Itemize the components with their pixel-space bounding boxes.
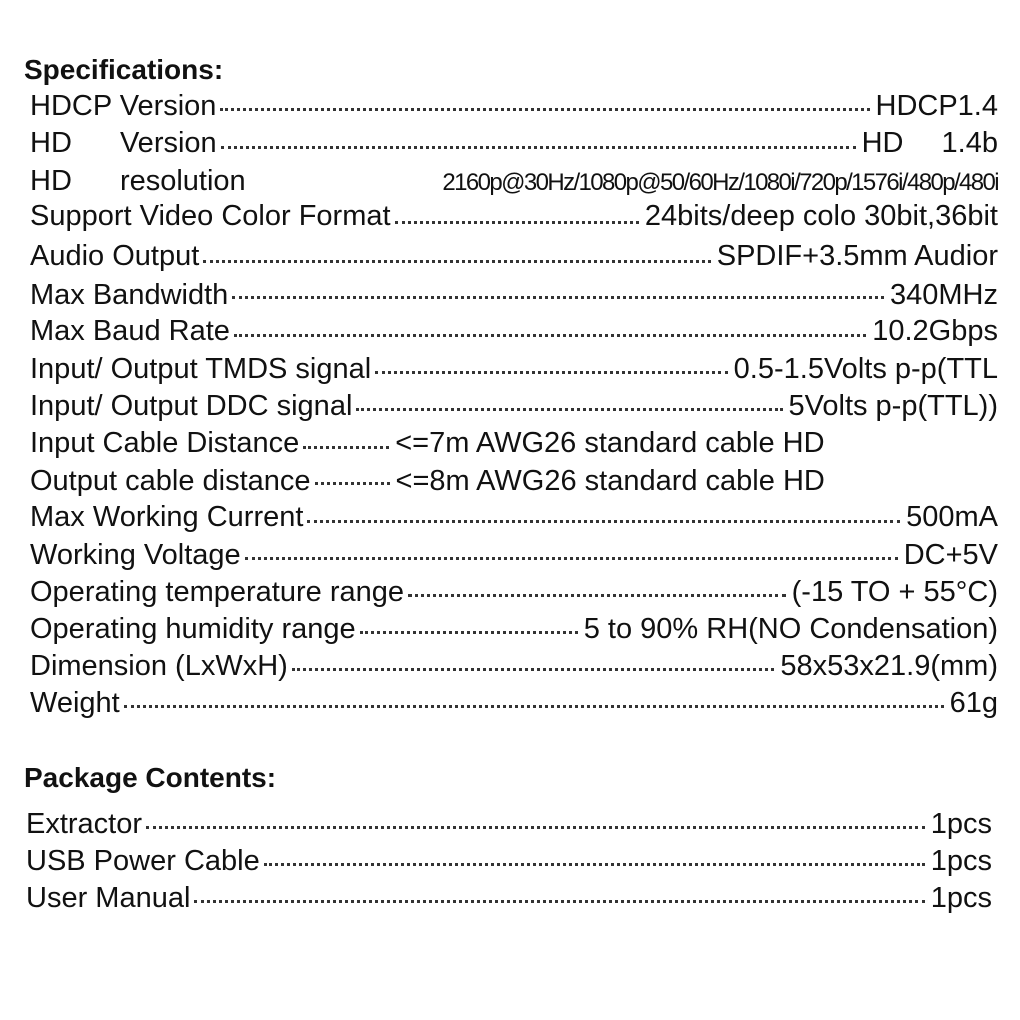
dot-leader <box>307 520 900 523</box>
spec-row-hdcp-version <box>30 88 998 125</box>
spec-row-operating-temperature <box>30 574 998 611</box>
specifications-list <box>30 88 998 722</box>
spec-label: HDCP Version <box>30 90 217 122</box>
dot-leader <box>375 371 727 374</box>
spec-label: HD Version <box>30 127 217 159</box>
spec-row-tmds-signal <box>30 351 998 388</box>
spec-value: 340MHz <box>890 279 998 311</box>
spec-value: 5Volts p-p(TTL)) <box>788 390 998 422</box>
spec-label: Support Video Color Format <box>30 200 391 232</box>
dot-leader <box>303 446 389 449</box>
package-row-usb-power-cable <box>26 843 992 880</box>
spec-label: Operating humidity range <box>30 613 356 645</box>
spec-value: 0.5-1.5Volts p-p(TTL <box>733 353 998 385</box>
spec-label: Max Baud Rate <box>30 315 230 347</box>
spec-value: <=8m AWG26 standard cable HD <box>395 465 825 497</box>
spec-label: Working Voltage <box>30 539 241 571</box>
package-row-user-manual <box>26 880 992 917</box>
dot-leader <box>221 146 856 149</box>
dot-leader <box>232 296 884 299</box>
package-contents-heading: Package Contents: <box>24 762 277 793</box>
spec-value: 58x53x21.9(mm) <box>780 650 998 682</box>
spec-row-max-baud-rate <box>30 313 998 351</box>
spec-label: Input/ Output TMDS signal <box>30 353 372 385</box>
spec-value: 2160p@30Hz/1080p@50/60Hz/1080i/720p/1576i/480p/480i <box>442 169 998 196</box>
dot-leader <box>264 863 925 866</box>
spec-value: DC+5V <box>903 539 998 571</box>
spec-label: Weight <box>30 687 120 719</box>
package-label: USB Power Cable <box>26 845 260 877</box>
package-label: Extractor <box>26 808 143 840</box>
spec-label: Input/ Output DDC signal <box>30 390 353 422</box>
spec-value: 61g <box>949 687 998 719</box>
dot-leader <box>356 408 782 411</box>
spec-label: Output cable distance <box>30 465 311 497</box>
spec-value: SPDIF+3.5mm Audior <box>716 240 998 272</box>
dot-leader <box>146 826 925 829</box>
spec-value: HD 1.4b <box>861 127 998 159</box>
spec-row-dimension <box>30 648 998 685</box>
spec-value: 5 to 90% RH(NO Condensation) <box>583 613 998 645</box>
spec-row-ddc-signal <box>30 388 998 425</box>
spec-label: Dimension (LxWxH) <box>30 650 288 682</box>
spec-row-hd-resolution <box>30 163 998 198</box>
spec-row-max-bandwidth <box>30 277 998 313</box>
package-row-extractor <box>26 806 992 843</box>
spec-row-operating-humidity <box>30 611 998 648</box>
dot-leader <box>203 260 710 263</box>
dot-leader <box>220 108 869 111</box>
package-value: 1pcs <box>930 845 992 877</box>
spec-row-input-cable-distance <box>30 425 998 463</box>
spec-label: Operating temperature range <box>30 576 404 608</box>
spec-value: HDCP1.4 <box>875 90 998 122</box>
spec-row-audio-output <box>30 238 998 277</box>
dot-leader <box>315 482 390 485</box>
specifications-heading: Specifications: <box>24 54 224 85</box>
spec-value: 24bits/deep colo 30bit,36bit <box>644 200 998 232</box>
dot-leader <box>360 631 578 634</box>
spec-value: <=7m AWG26 standard cable HD <box>395 427 825 459</box>
spec-row-weight <box>30 685 998 722</box>
spec-label: Max Working Current <box>30 501 304 533</box>
dot-leader <box>408 594 786 597</box>
spec-row-hd-version <box>30 125 998 163</box>
spec-label: HD resolution <box>30 165 246 197</box>
spec-value: (-15 TO + 55°C) <box>791 576 998 608</box>
package-label: User Manual <box>26 882 191 914</box>
dot-leader <box>234 334 866 337</box>
spec-row-video-color-format <box>30 198 998 238</box>
dot-leader <box>395 221 639 224</box>
spec-value: 10.2Gbps <box>872 315 998 347</box>
dot-leader <box>124 705 944 708</box>
dot-leader <box>245 557 898 560</box>
spec-label: Audio Output <box>30 240 200 272</box>
dot-leader <box>194 900 924 903</box>
spec-row-working-voltage <box>30 537 998 574</box>
spec-row-output-cable-distance <box>30 463 998 499</box>
spec-value: 500mA <box>906 501 998 533</box>
spec-label: Max Bandwidth <box>30 279 229 311</box>
spec-label: Input Cable Distance <box>30 427 300 459</box>
package-value: 1pcs <box>930 882 992 914</box>
package-value: 1pcs <box>930 808 992 840</box>
package-contents-list <box>26 806 992 917</box>
spec-row-max-working-current <box>30 499 998 537</box>
dot-leader <box>292 668 775 671</box>
